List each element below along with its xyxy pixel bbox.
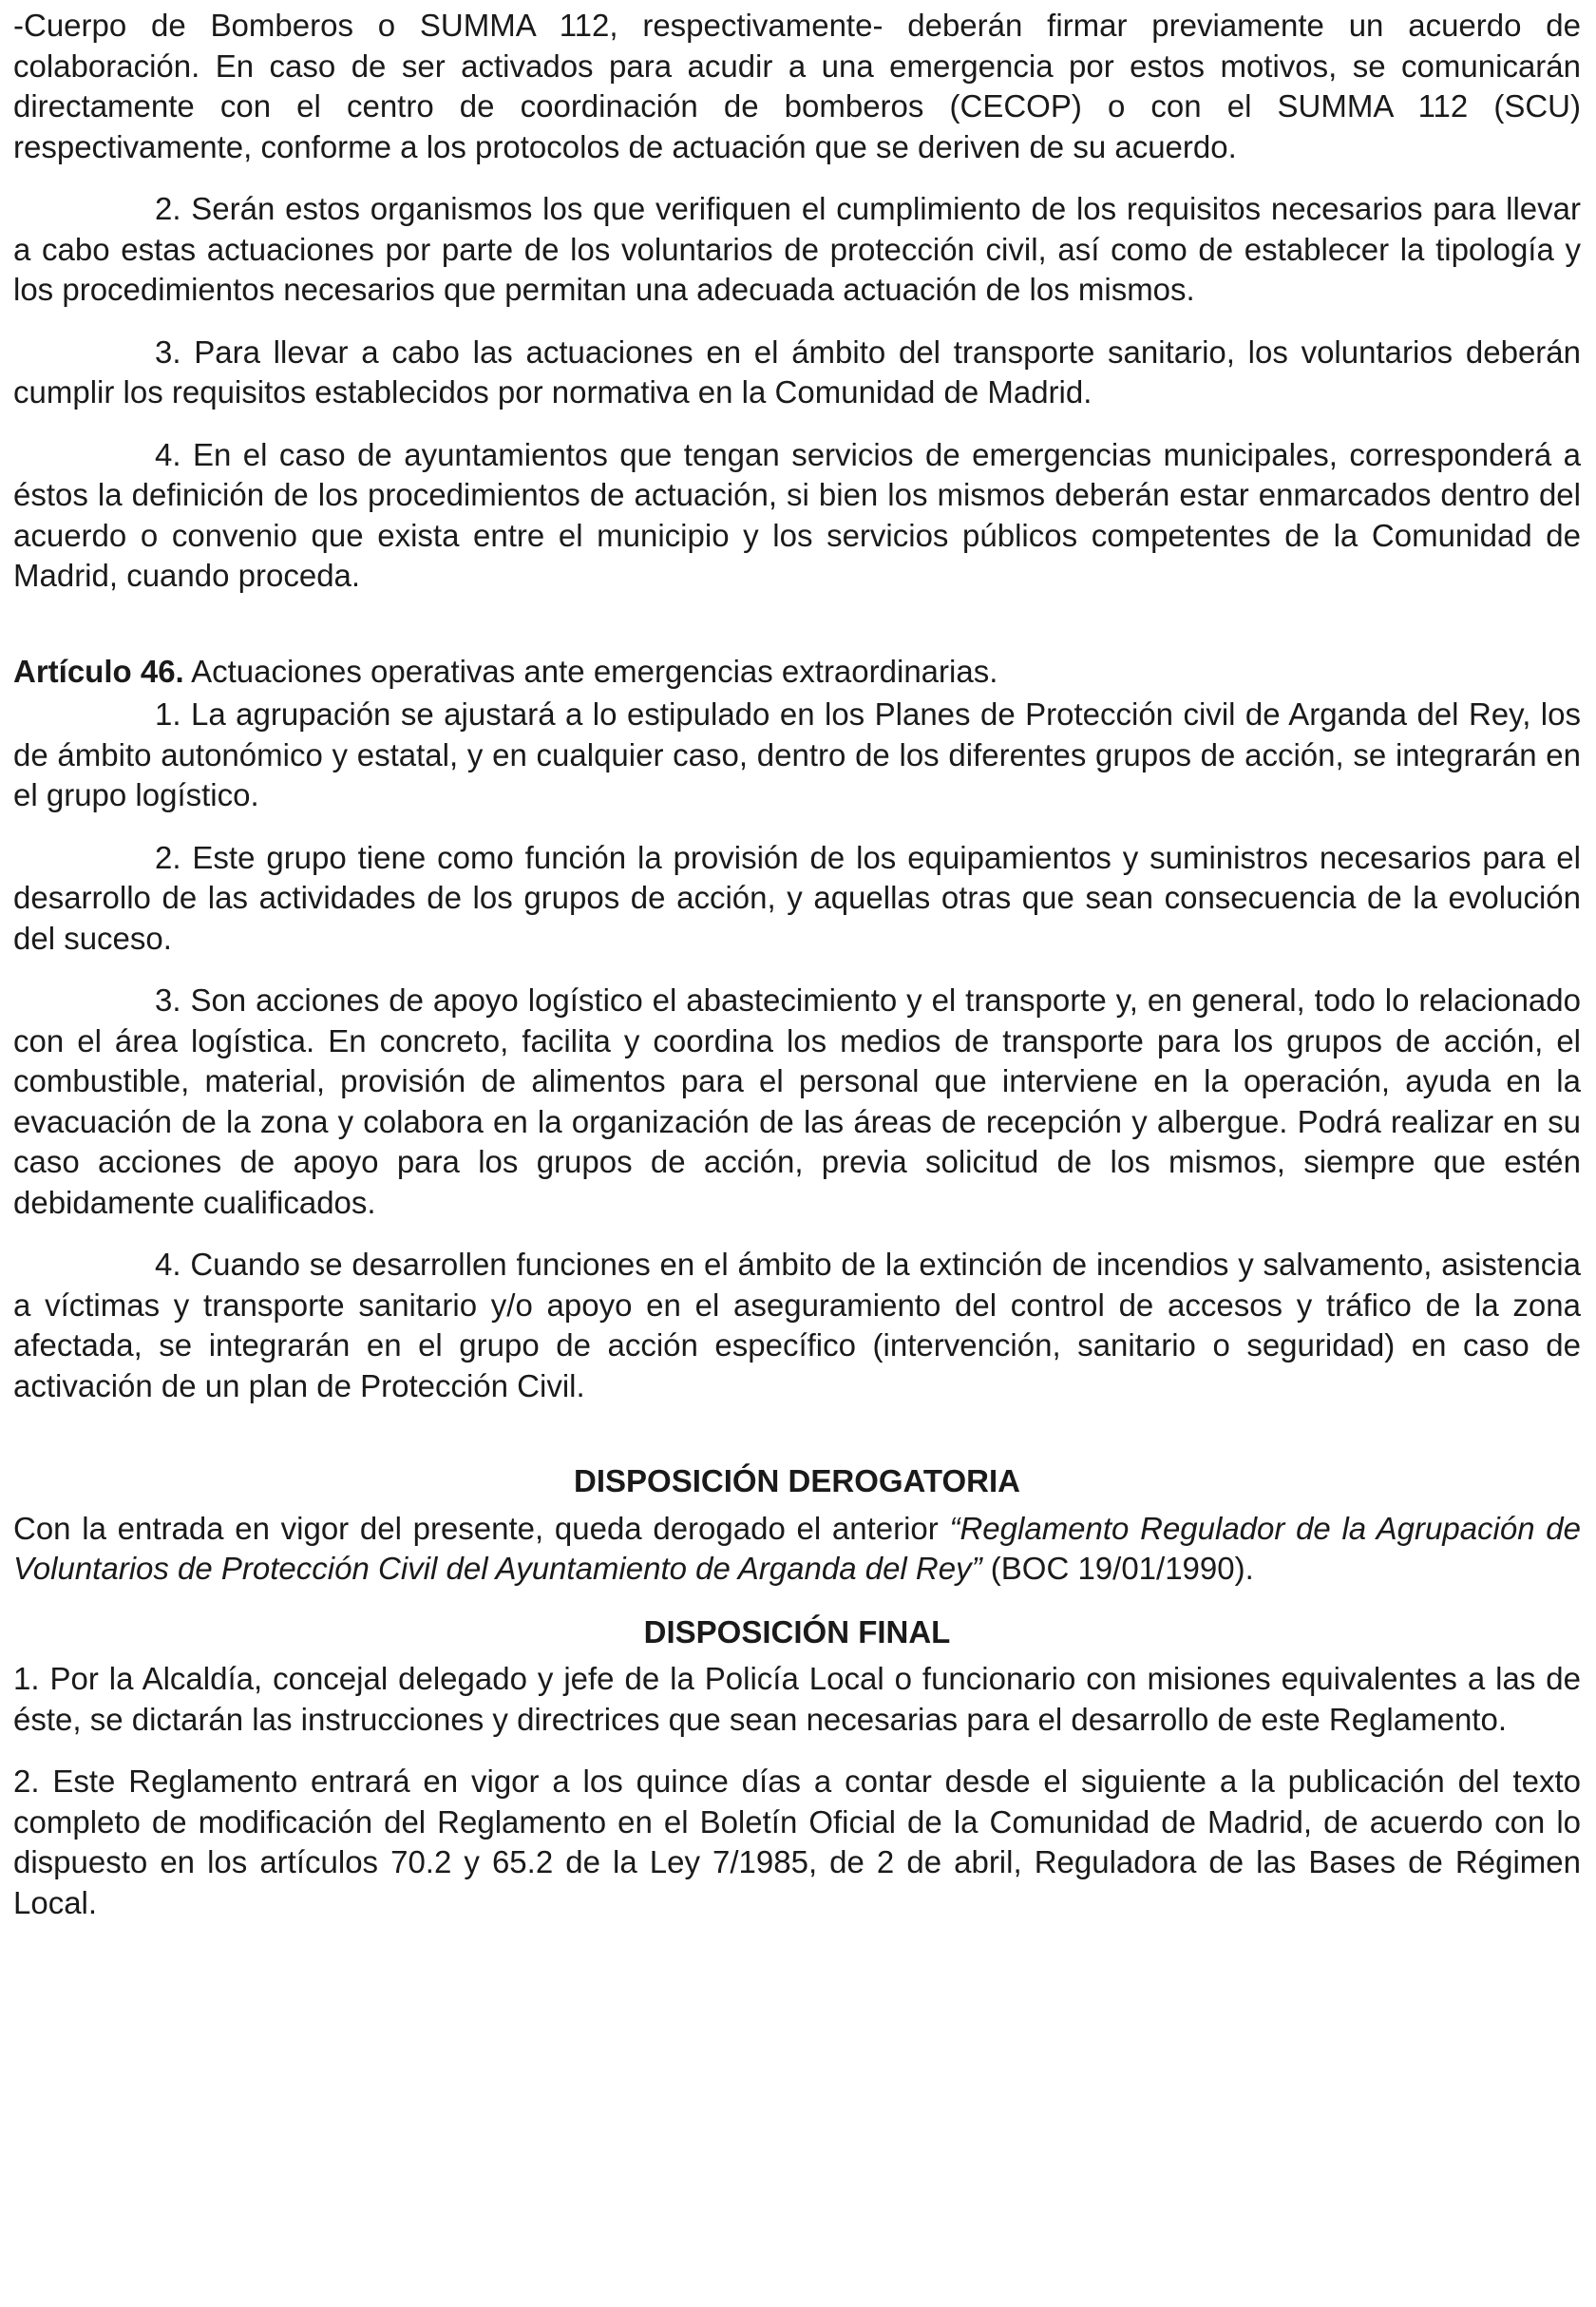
article-46-label: Artículo 46.: [13, 653, 184, 689]
final-heading: DISPOSICIÓN FINAL: [643, 1613, 951, 1649]
final-item-1: 1. Por la Alcaldía, concejal delegado y jefe de la Policía Local o funcionario con misiones equivalentes a las de éste, se dictarán las instrucciones y directrices que sean necesarias para el desarrollo de este Reglamento.: [13, 1661, 1581, 1737]
final-item-2: 2. Este Reglamento entrará en vigor a los quince días a contar desde el siguiente a la publicación del texto completo de modificación del Reglamento en el Boletín Oficial de la Comunidad de Madrid, de acuerdo con lo dispuesto en los artículos 70.2 y 65.2 de la Ley 7/1985, de 2 de abril, Reguladora de las Bases de Régimen Local.: [13, 1764, 1581, 1920]
art45-item-2: 2. Serán estos organismos los que verifiquen el cumplimiento de los requisitos necesarios para llevar a cabo estas actuaciones por parte de los voluntarios de protección civil, así como de establecer la tipología y los procedimientos necesarios que permitan una adecuada actuación de los mismos.: [13, 191, 1581, 307]
article-46-title: [13, 652, 1581, 693]
document-page: [13, 6, 1581, 1945]
derogatoria-heading: DISPOSICIÓN DEROGATORIA: [574, 1463, 1020, 1498]
art45-item-3: 3. Para llevar a cabo las actuaciones en el ámbito del transporte sanitario, los voluntarios deberán cumplir los requisitos establecidos por normativa en la Comunidad de Madrid.: [13, 334, 1581, 410]
article-46-title-text: Actuaciones operativas ante emergencias extraordinarias.: [183, 653, 998, 689]
derogatoria-text-after: (BOC 19/01/1990).: [981, 1551, 1254, 1586]
continuation-paragraph: -Cuerpo de Bomberos o SUMMA 112, respectivamente- deberán firmar previamente un acuerdo de colaboración. En caso de ser activados para acudir a una emergencia por estos motivos, se comunicarán directamente con el centro de coordinación de bomberos (CECOP) o con el SUMMA 112 (SCU) respectivamente, conforme a los protocolos de actuación que se deriven de su acuerdo.: [13, 8, 1581, 164]
derogatoria-paragraph: [13, 1509, 1581, 1590]
art46-item-2: 2. Este grupo tiene como función la provisión de los equipamientos y suministros necesarios para el desarrollo de las actividades de los grupos de acción, y aquellas otras que sean consecuencia de la evolución del suceso.: [13, 839, 1581, 956]
art46-item-4: 4. Cuando se desarrollen funciones en el ámbito de la extinción de incendios y salvamento, asistencia a víctimas y transporte sanitario y/o apoyo en el aseguramiento del control de accesos y tráfico de la zona afectada, se integrarán en el grupo de acción específico (intervención, sanitario o seguridad) en caso de activación de un plan de Protección Civil.: [13, 1247, 1581, 1403]
art46-item-3: 3. Son acciones de apoyo logístico el abastecimiento y el transporte y, en general, todo lo relacionado con el área logística. En concreto, facilita y coordina los medios de transporte para los grupos de acción, el combustible, material, provisión de alimentos para el personal que interviene en la operación, ayuda en la evacuación de la zona y colabora en la organización de las áreas de recepción y albergue. Podrá realizar en su caso acciones de apoyo para los grupos de acción, previa solicitud de los mismos, siempre que estén debidamente cualificados.: [13, 982, 1581, 1220]
art45-item-4: 4. En el caso de ayuntamientos que tengan servicios de emergencias municipales, corresponderá a éstos la definición de los procedimientos de actuación, si bien los mismos deberán estar enmarcados dentro del acuerdo o convenio que exista entre el municipio y los servicios públicos competentes de la Comunidad de Madrid, cuando proceda.: [13, 436, 1581, 593]
derogatoria-text-before: Con la entrada en vigor del presente, queda derogado el anterior: [13, 1510, 950, 1546]
derogatoria-text-italic: “Reglamento Regulador de la Agrupación de Voluntarios de Protección Civil del Ayuntamiento de Arganda del Rey”: [13, 1510, 1581, 1586]
art46-item-1: 1. La agrupación se ajustará a lo estipulado en los Planes de Protección civil de Arganda del Rey, los de ámbito autonómico y estatal, y en cualquier caso, dentro de los diferentes grupos de acción, se integrarán en el grupo logístico.: [13, 696, 1581, 812]
